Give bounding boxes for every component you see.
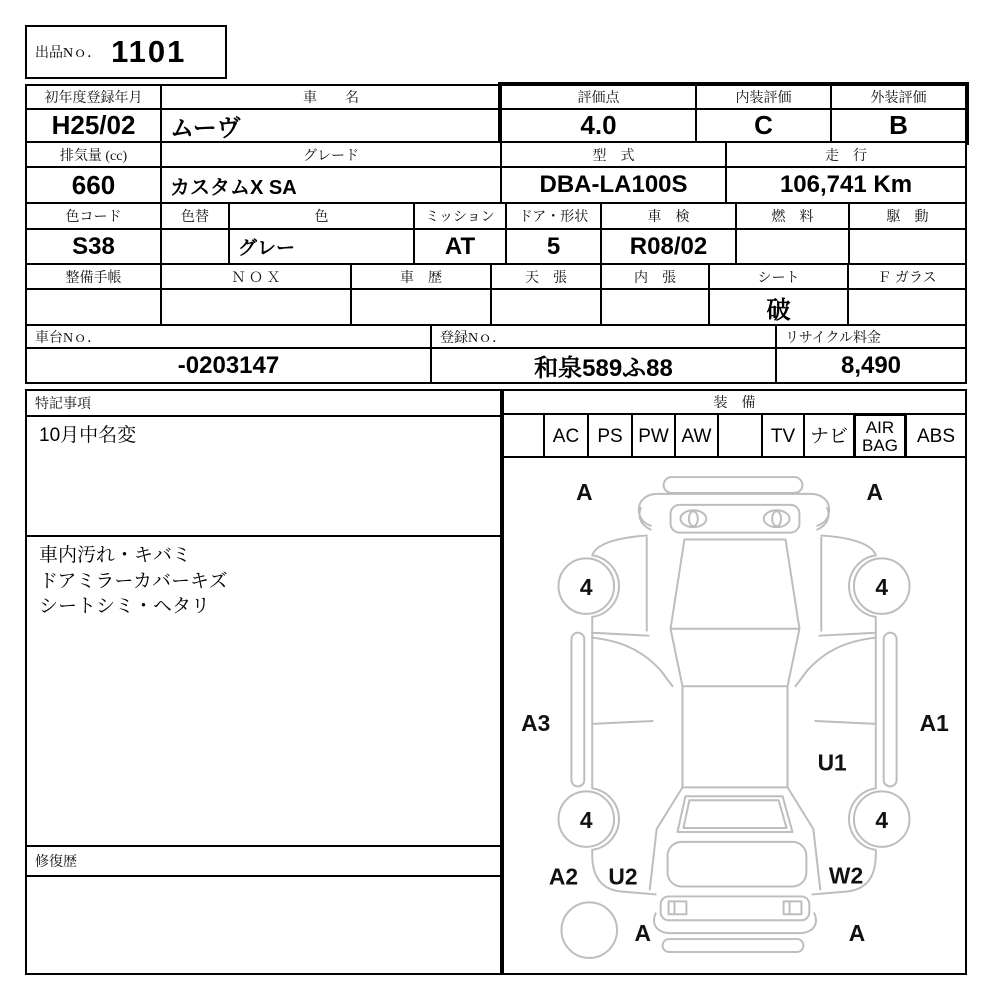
car-diagram-box (502, 456, 967, 975)
auction-no-label: 出品Nｏ． (35, 46, 102, 61)
special-notes-label: 特記事項 (25, 389, 502, 417)
transmission-value: AT (413, 228, 507, 265)
reg-month-label: 初年度登録年月 (25, 84, 162, 110)
damage-mark-4: 4 (875, 807, 889, 834)
damage-mark-A: A (866, 478, 884, 505)
registration-no-value: 和泉589ふ88 (430, 347, 777, 384)
score-label: 評価点 (500, 84, 697, 110)
front-glass-label: Ｆ ガラス (847, 263, 967, 290)
registration-no-label: 登録Nｏ． (430, 324, 777, 349)
equipment-cell-pw: PW (631, 413, 676, 460)
fuel-value (735, 228, 850, 265)
color-value: グレー (228, 228, 415, 265)
car-history-value (350, 288, 492, 326)
chassis-no-value: -0203147 (25, 347, 432, 384)
color-change-value (160, 228, 230, 265)
exterior-grade-label: 外装評価 (830, 84, 967, 110)
special-notes-box2 (25, 535, 502, 847)
damage-mark-A3: A3 (521, 709, 551, 736)
doors-label: ドア・形状 (505, 202, 602, 230)
seat-label: シート (708, 263, 849, 290)
special-notes-box1: 10月中名変 (25, 415, 502, 537)
damage-mark-U1: U1 (817, 749, 847, 776)
recycle-fee-value: 8,490 (775, 347, 967, 384)
damage-mark-A1: A1 (919, 709, 949, 736)
equipment-cell-empty-2 (717, 413, 763, 460)
color-change-label: 色替 (160, 202, 230, 230)
equipment-label: 装 備 (502, 389, 967, 415)
color-label: 色 (228, 202, 415, 230)
seat-value: 破 (708, 288, 849, 326)
car-diagram (504, 458, 965, 973)
transmission-label: ミッション (413, 202, 507, 230)
nox-label: Ｎ Ｏ Ｘ (160, 263, 352, 290)
spare-tire (562, 902, 618, 958)
auction-number-box (25, 25, 227, 79)
repair-history-box (25, 875, 502, 975)
interior-grade-label: 内装評価 (695, 84, 832, 110)
inspection-label: 車 検 (600, 202, 737, 230)
equipment-cell-ac: AC (543, 413, 589, 460)
door-trim-value (600, 288, 710, 326)
car-history-label: 車 歴 (350, 263, 492, 290)
drive-label: 駆 動 (848, 202, 967, 230)
score-value: 4.0 (500, 108, 697, 143)
car-name-label: 車 名 (160, 84, 502, 110)
recycle-fee-label: リサイクル料金 (775, 324, 967, 349)
equipment-cell-airbag: AIR BAG (853, 413, 907, 460)
displacement-label: 排気量 (cc) (25, 141, 162, 168)
reg-month-value: H25/02 (25, 108, 162, 143)
front-glass-value (847, 288, 967, 326)
damage-mark-4: 4 (875, 574, 889, 601)
headliner-label: 天 張 (490, 263, 602, 290)
damage-mark-A2: A2 (548, 863, 579, 890)
car-name-value: ムーヴ (160, 108, 502, 143)
model-code-label: 型 式 (500, 141, 727, 168)
special-note-line: 車内汚れ・キバミ (39, 545, 192, 566)
model-code-value: DBA-LA100S (500, 166, 727, 204)
displacement-value: 660 (25, 166, 162, 204)
damage-mark-A: A (848, 920, 866, 947)
special-note-line: シートシミ・ヘタリ (39, 596, 211, 618)
color-code-value: S38 (25, 228, 162, 265)
door-trim-label: 内 張 (600, 263, 710, 290)
chassis-no-label: 車台Nｏ． (25, 324, 432, 349)
equipment-cell-aw: AW (674, 413, 719, 460)
grade-value: カスタムX SA (160, 166, 502, 204)
mileage-label: 走 行 (725, 141, 967, 168)
exterior-grade-value: B (830, 108, 967, 143)
damage-mark-4: 4 (579, 574, 593, 601)
special-note-line: ドアミラーカバーキズ (39, 570, 228, 592)
equipment-cell-empty-1 (502, 413, 545, 460)
mileage-value: 106,741 Km (725, 166, 967, 204)
equipment-cell-ps: PS (587, 413, 633, 460)
inspection-value: R08/02 (600, 228, 737, 265)
equipment-cell-abs: ABS (905, 413, 967, 460)
color-code-label: 色コード (25, 202, 162, 230)
damage-mark-W2: W2 (828, 862, 864, 889)
damage-mark-U2: U2 (608, 863, 638, 890)
nox-value (160, 288, 352, 326)
auction-no-value: 1101 (111, 34, 187, 69)
repair-history-label: 修復歴 (25, 845, 502, 877)
equipment-cell-tv: TV (761, 413, 805, 460)
damage-mark-A: A (634, 920, 652, 947)
equipment-cell-navi: ナビ (803, 413, 855, 460)
interior-grade-value: C (695, 108, 832, 143)
fuel-label: 燃 料 (735, 202, 850, 230)
damage-mark-4: 4 (579, 807, 593, 834)
damage-mark-A: A (576, 478, 593, 505)
maintenance-book-label: 整備手帳 (25, 263, 162, 290)
drive-value (848, 228, 967, 265)
damage-marks (521, 479, 949, 946)
grade-label: グレード (160, 141, 502, 168)
headliner-value (490, 288, 602, 326)
maintenance-book-value (25, 288, 162, 326)
doors-value: 5 (505, 228, 602, 265)
